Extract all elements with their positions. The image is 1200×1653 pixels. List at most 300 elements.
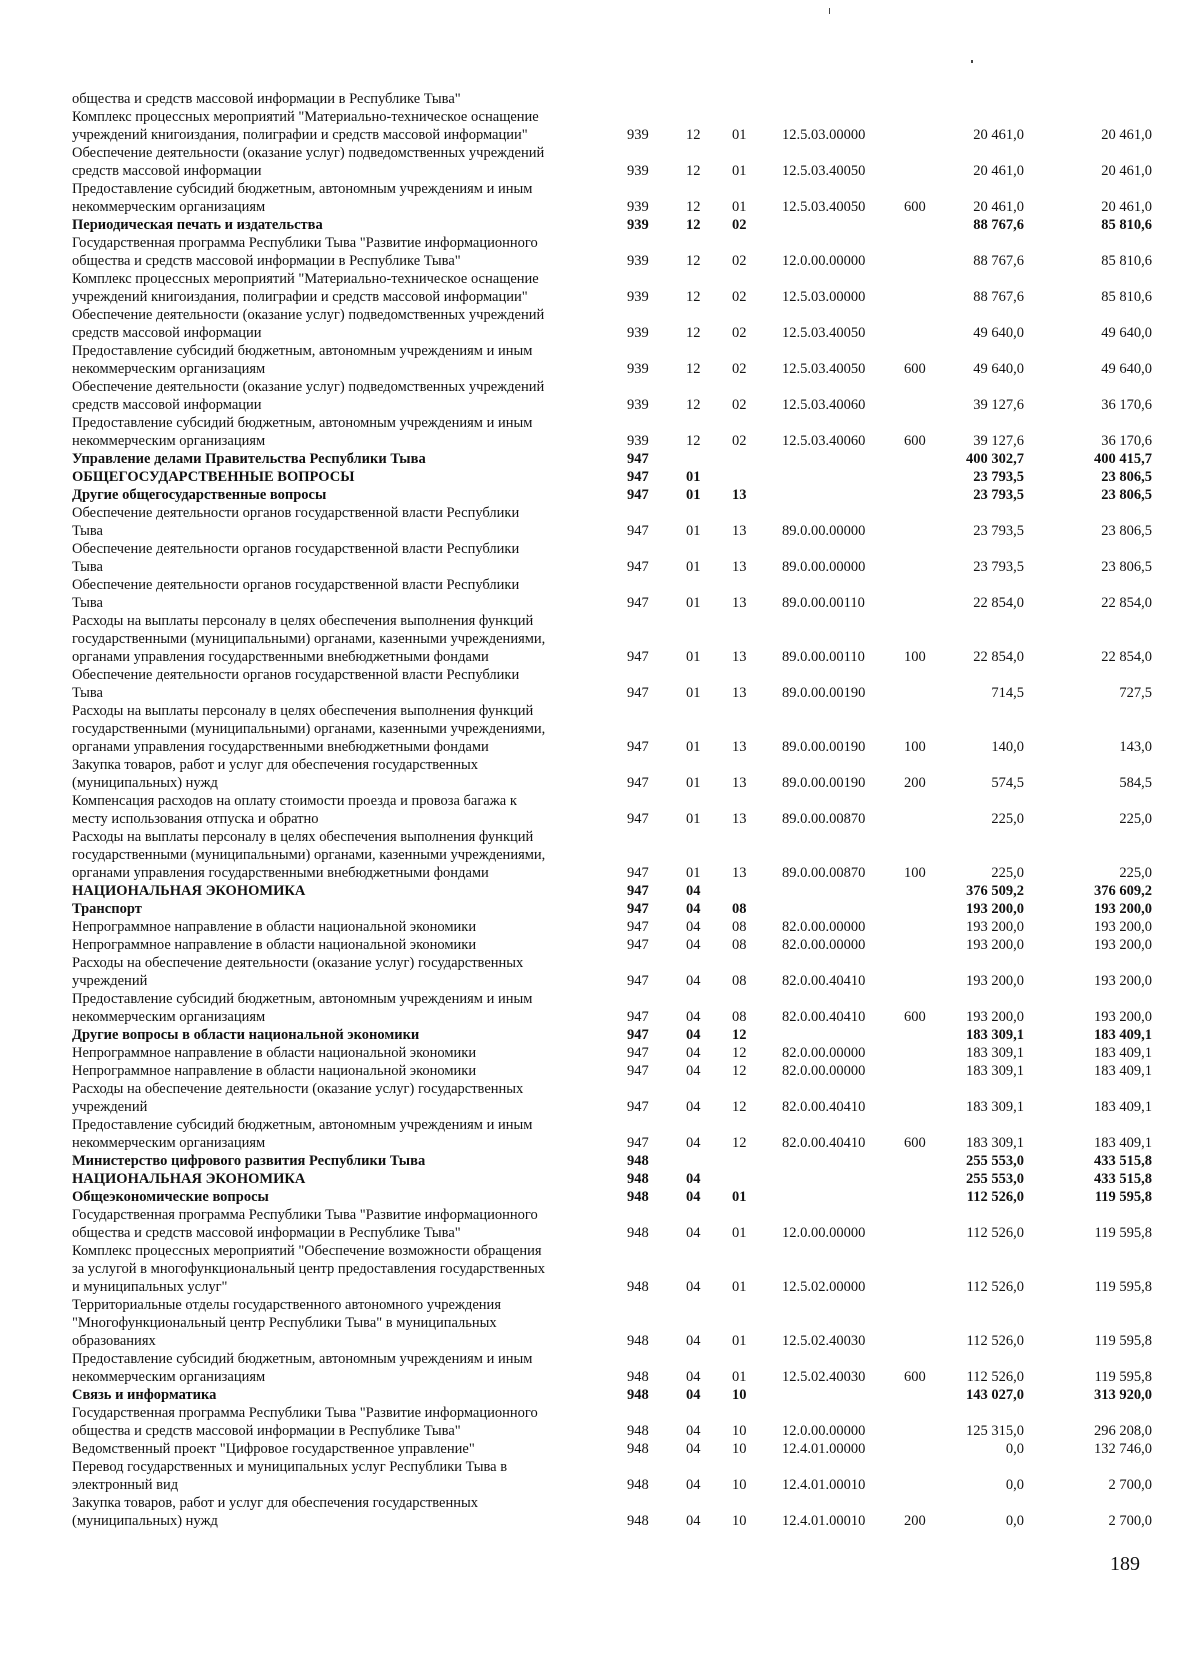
section-code: 12 xyxy=(686,253,701,269)
row-name: общества и средств массовой информации в Республике Тыва" xyxy=(72,91,461,107)
target-article-code: 89.0.00.00110 xyxy=(782,649,865,665)
target-article-code: 89.0.00.00870 xyxy=(782,811,866,827)
target-article-code: 12.5.03.40050 xyxy=(782,325,866,341)
grbs-code: 948 xyxy=(627,1279,649,1295)
target-article-code: 89.0.00.00190 xyxy=(782,739,866,755)
table-row xyxy=(72,180,1172,216)
grbs-code: 947 xyxy=(627,883,649,899)
amount-year-1: 23 793,5 xyxy=(973,469,1024,485)
amount-year-2: 119 595,8 xyxy=(1094,1369,1152,1385)
table-row xyxy=(72,1296,1172,1350)
grbs-code: 939 xyxy=(627,397,649,413)
section-code: 04 xyxy=(686,1045,701,1061)
table-row xyxy=(72,1116,1172,1152)
subsection-code: 10 xyxy=(732,1423,747,1439)
grbs-code: 947 xyxy=(627,937,649,953)
row-name: Расходы на выплаты персоналу в целях обеспечения выполнения функций государственными (муниципальными) органами, казенными учреждениями, органами управления государственными внебюджетными фондами xyxy=(72,703,546,755)
table-row xyxy=(72,1206,1172,1242)
row-name: Комплекс процессных мероприятий "Обеспечение возможности обращения за услугой в многофункциональный центр предоставления государственных и муниципальных услуг" xyxy=(72,1243,546,1295)
target-article-code: 89.0.00.00000 xyxy=(782,559,866,575)
amount-year-1: 143 027,0 xyxy=(966,1387,1024,1403)
row-name: Предоставление субсидий бюджетным, автономным учреждениям и иным некоммерческим организациям xyxy=(72,1117,533,1151)
subsection-code: 10 xyxy=(732,1441,747,1457)
grbs-code: 948 xyxy=(627,1189,649,1205)
target-article-code: 12.5.03.40060 xyxy=(782,397,866,413)
row-name: Расходы на выплаты персоналу в целях обеспечения выполнения функций государственными (муниципальными) органами, казенными учреждениями, органами управления государственными внебюджетными фондами xyxy=(72,829,546,881)
target-article-code: 12.0.00.00000 xyxy=(782,1423,866,1439)
amount-year-2: 85 810,6 xyxy=(1101,253,1152,269)
row-name: Обеспечение деятельности органов государственной власти Республики Тыва xyxy=(72,577,520,611)
target-article-code: 82.0.00.00000 xyxy=(782,919,866,935)
section-code: 01 xyxy=(686,469,701,485)
grbs-code: 947 xyxy=(627,1009,649,1025)
section-code: 04 xyxy=(686,1369,701,1385)
row-name: Обеспечение деятельности органов государственной власти Республики Тыва xyxy=(72,667,520,701)
subsection-code: 08 xyxy=(732,937,747,953)
row-name: НАЦИОНАЛЬНАЯ ЭКОНОМИКА xyxy=(72,883,306,899)
section-code: 01 xyxy=(686,811,701,827)
subsection-code: 02 xyxy=(732,433,747,449)
amount-year-1: 23 793,5 xyxy=(973,559,1024,575)
table-row xyxy=(72,468,1172,486)
subsection-code: 13 xyxy=(732,487,747,503)
amount-year-1: 23 793,5 xyxy=(973,523,1024,539)
section-code: 01 xyxy=(686,685,701,701)
section-code: 04 xyxy=(686,1135,701,1151)
grbs-code: 947 xyxy=(627,811,649,827)
table-row xyxy=(72,882,1172,900)
section-code: 12 xyxy=(686,163,701,179)
row-name: Предоставление субсидий бюджетным, автономным учреждениям и иным некоммерческим организациям xyxy=(72,991,533,1025)
row-name: Другие вопросы в области национальной экономики xyxy=(72,1027,420,1043)
row-name: Ведомственный проект "Цифровое государственное управление" xyxy=(72,1441,475,1457)
amount-year-1: 255 553,0 xyxy=(966,1171,1024,1187)
table-row xyxy=(72,1458,1172,1494)
table-row xyxy=(72,990,1172,1026)
table-row xyxy=(72,144,1172,180)
amount-year-1: 183 309,1 xyxy=(966,1063,1024,1079)
subsection-code: 01 xyxy=(732,1369,747,1385)
section-code: 04 xyxy=(686,937,701,953)
amount-year-2: 727,5 xyxy=(1119,685,1152,701)
amount-year-2: 143,0 xyxy=(1119,739,1152,755)
grbs-code: 947 xyxy=(627,1027,649,1043)
table-row xyxy=(72,1170,1172,1188)
amount-year-2: 183 409,1 xyxy=(1094,1045,1152,1061)
grbs-code: 947 xyxy=(627,775,649,791)
section-code: 04 xyxy=(686,1477,701,1493)
table-row xyxy=(72,1026,1172,1044)
table-row xyxy=(72,1440,1172,1458)
expense-type-code: 600 xyxy=(904,361,926,377)
table-row xyxy=(72,270,1172,306)
table-row xyxy=(72,450,1172,468)
row-name: Предоставление субсидий бюджетным, автономным учреждениям и иным некоммерческим организациям xyxy=(72,181,533,215)
expense-type-code: 200 xyxy=(904,1513,926,1529)
row-name: Общеэкономические вопросы xyxy=(72,1189,269,1205)
amount-year-1: 193 200,0 xyxy=(966,901,1024,917)
amount-year-1: 22 854,0 xyxy=(973,649,1024,665)
row-name: Расходы на обеспечение деятельности (оказание услуг) государственных учреждений xyxy=(72,1081,524,1115)
section-code: 04 xyxy=(686,883,701,899)
row-name: ОБЩЕГОСУДАРСТВЕННЫЕ ВОПРОСЫ xyxy=(72,469,355,485)
subsection-code: 01 xyxy=(732,127,747,143)
subsection-code: 12 xyxy=(732,1063,747,1079)
target-article-code: 82.0.00.40410 xyxy=(782,1135,866,1151)
budget-table xyxy=(72,90,1172,1530)
table-row xyxy=(72,1080,1172,1116)
expense-type-code: 100 xyxy=(904,739,926,755)
amount-year-1: 0,0 xyxy=(1005,1441,1024,1457)
amount-year-1: 112 526,0 xyxy=(966,1189,1024,1205)
target-article-code: 89.0.00.00110 xyxy=(782,595,865,611)
grbs-code: 947 xyxy=(627,595,649,611)
target-article-code: 12.5.03.40050 xyxy=(782,361,866,377)
amount-year-2: 584,5 xyxy=(1119,775,1152,791)
section-code: 04 xyxy=(686,901,701,917)
grbs-code: 948 xyxy=(627,1171,649,1187)
section-code: 12 xyxy=(686,397,701,413)
section-code: 04 xyxy=(686,1423,701,1439)
grbs-code: 947 xyxy=(627,973,649,989)
grbs-code: 948 xyxy=(627,1153,649,1169)
target-article-code: 12.5.03.40050 xyxy=(782,199,866,215)
table-row xyxy=(72,828,1172,882)
section-code: 01 xyxy=(686,775,701,791)
amount-year-2: 225,0 xyxy=(1119,865,1152,881)
section-code: 04 xyxy=(686,1225,701,1241)
grbs-code: 947 xyxy=(627,487,649,503)
table-row xyxy=(72,306,1172,342)
amount-year-2: 85 810,6 xyxy=(1101,217,1152,233)
table-row xyxy=(72,756,1172,792)
section-code: 01 xyxy=(686,865,701,881)
amount-year-2: 400 415,7 xyxy=(1094,451,1152,467)
grbs-code: 947 xyxy=(627,1135,649,1151)
expense-type-code: 200 xyxy=(904,775,926,791)
section-code: 01 xyxy=(686,523,701,539)
amount-year-1: 20 461,0 xyxy=(973,163,1024,179)
subsection-code: 08 xyxy=(732,973,747,989)
section-code: 04 xyxy=(686,1171,701,1187)
table-row xyxy=(72,1350,1172,1386)
amount-year-2: 22 854,0 xyxy=(1101,595,1152,611)
amount-year-1: 22 854,0 xyxy=(973,595,1024,611)
amount-year-2: 193 200,0 xyxy=(1094,1009,1152,1025)
section-code: 04 xyxy=(686,1063,701,1079)
subsection-code: 08 xyxy=(732,1009,747,1025)
grbs-code: 947 xyxy=(627,649,649,665)
row-name: Непрограммное направление в области национальной экономики xyxy=(72,937,477,953)
grbs-code: 939 xyxy=(627,199,649,215)
section-code: 04 xyxy=(686,1333,701,1349)
section-code: 04 xyxy=(686,1027,701,1043)
table-row xyxy=(72,540,1172,576)
row-name: Связь и информатика xyxy=(72,1387,217,1403)
grbs-code: 947 xyxy=(627,523,649,539)
subsection-code: 02 xyxy=(732,325,747,341)
row-name: Комплекс процессных мероприятий "Материально-техническое оснащение учреждений книгоиздания, полиграфии и средств массовой информации" xyxy=(72,109,539,143)
row-name: Непрограммное направление в области национальной экономики xyxy=(72,1063,477,1079)
row-name: Периодическая печать и издательства xyxy=(72,217,323,233)
amount-year-1: 225,0 xyxy=(991,811,1024,827)
target-article-code: 82.0.00.40410 xyxy=(782,1099,866,1115)
scan-speck xyxy=(829,8,830,14)
subsection-code: 02 xyxy=(732,289,747,305)
amount-year-2: 119 595,8 xyxy=(1094,1333,1152,1349)
target-article-code: 12.4.01.00010 xyxy=(782,1513,866,1529)
amount-year-2: 183 409,1 xyxy=(1094,1135,1152,1151)
amount-year-2: 132 746,0 xyxy=(1094,1441,1152,1457)
amount-year-2: 20 461,0 xyxy=(1101,199,1152,215)
amount-year-1: 49 640,0 xyxy=(973,325,1024,341)
amount-year-2: 183 409,1 xyxy=(1094,1063,1152,1079)
amount-year-1: 225,0 xyxy=(991,865,1024,881)
page-number: 189 xyxy=(1110,1553,1140,1575)
subsection-code: 13 xyxy=(732,559,747,575)
section-code: 04 xyxy=(686,1387,701,1403)
amount-year-1: 112 526,0 xyxy=(966,1225,1024,1241)
subsection-code: 08 xyxy=(732,901,747,917)
row-name: Государственная программа Республики Тыва "Развитие информационного общества и средств массовой информации в Республике Тыва" xyxy=(72,1405,538,1439)
amount-year-1: 23 793,5 xyxy=(973,487,1024,503)
row-name: Управление делами Правительства Республики Тыва xyxy=(72,451,426,467)
subsection-code: 12 xyxy=(732,1045,747,1061)
amount-year-1: 193 200,0 xyxy=(966,919,1024,935)
amount-year-1: 714,5 xyxy=(991,685,1024,701)
expense-type-code: 100 xyxy=(904,649,926,665)
grbs-code: 948 xyxy=(627,1477,649,1493)
grbs-code: 947 xyxy=(627,1045,649,1061)
row-name: Закупка товаров, работ и услуг для обеспечения государственных (муниципальных) нужд xyxy=(72,757,479,791)
row-name: Обеспечение деятельности (оказание услуг) подведомственных учреждений средств массовой информации xyxy=(72,145,545,179)
amount-year-1: 193 200,0 xyxy=(966,973,1024,989)
target-article-code: 12.5.02.40030 xyxy=(782,1369,866,1385)
amount-year-2: 22 854,0 xyxy=(1101,649,1152,665)
subsection-code: 12 xyxy=(732,1027,747,1043)
table-row xyxy=(72,1062,1172,1080)
grbs-code: 947 xyxy=(627,1063,649,1079)
target-article-code: 12.5.02.40030 xyxy=(782,1333,866,1349)
row-name: Государственная программа Республики Тыва "Развитие информационного общества и средств массовой информации в Республике Тыва" xyxy=(72,235,538,269)
table-row xyxy=(72,1242,1172,1296)
subsection-code: 02 xyxy=(732,253,747,269)
table-row xyxy=(72,954,1172,990)
table-row xyxy=(72,1494,1172,1530)
row-name: Предоставление субсидий бюджетным, автономным учреждениям и иным некоммерческим организациям xyxy=(72,343,533,377)
grbs-code: 948 xyxy=(627,1333,649,1349)
amount-year-2: 20 461,0 xyxy=(1101,127,1152,143)
row-name: Закупка товаров, работ и услуг для обеспечения государственных (муниципальных) нужд xyxy=(72,1495,479,1529)
section-code: 12 xyxy=(686,361,701,377)
amount-year-1: 20 461,0 xyxy=(973,199,1024,215)
section-code: 01 xyxy=(686,649,701,665)
subsection-code: 02 xyxy=(732,361,747,377)
grbs-code: 948 xyxy=(627,1423,649,1439)
target-article-code: 82.0.00.00000 xyxy=(782,1045,866,1061)
table-row xyxy=(72,1152,1172,1170)
subsection-code: 01 xyxy=(732,1189,747,1205)
section-code: 04 xyxy=(686,1099,701,1115)
target-article-code: 82.0.00.40410 xyxy=(782,1009,866,1025)
amount-year-1: 183 309,1 xyxy=(966,1135,1024,1151)
grbs-code: 947 xyxy=(627,559,649,575)
table-row xyxy=(72,666,1172,702)
row-name: Комплекс процессных мероприятий "Материально-техническое оснащение учреждений книгоиздания, полиграфии и средств массовой информации" xyxy=(72,271,539,305)
amount-year-2: 2 700,0 xyxy=(1108,1477,1152,1493)
amount-year-1: 193 200,0 xyxy=(966,1009,1024,1025)
row-name: Территориальные отделы государственного автономного учреждения "Многофункциональный центр Республики Тыва" в муниципальных образованиях xyxy=(72,1297,501,1349)
amount-year-1: 574,5 xyxy=(991,775,1024,791)
expense-type-code: 600 xyxy=(904,1135,926,1151)
grbs-code: 948 xyxy=(627,1369,649,1385)
amount-year-1: 0,0 xyxy=(1005,1513,1024,1529)
table-row xyxy=(72,1044,1172,1062)
row-name: НАЦИОНАЛЬНАЯ ЭКОНОМИКА xyxy=(72,1171,306,1187)
amount-year-1: 125 315,0 xyxy=(966,1423,1024,1439)
grbs-code: 947 xyxy=(627,685,649,701)
grbs-code: 939 xyxy=(627,163,649,179)
grbs-code: 947 xyxy=(627,451,649,467)
amount-year-2: 183 409,1 xyxy=(1094,1027,1152,1043)
subsection-code: 13 xyxy=(732,739,747,755)
row-name: Предоставление субсидий бюджетным, автономным учреждениям и иным некоммерческим организациям xyxy=(72,1351,533,1385)
grbs-code: 947 xyxy=(627,1099,649,1115)
subsection-code: 13 xyxy=(732,775,747,791)
section-code: 12 xyxy=(686,325,701,341)
row-name: Другие общегосударственные вопросы xyxy=(72,487,327,503)
amount-year-2: 433 515,8 xyxy=(1094,1171,1152,1187)
amount-year-2: 23 806,5 xyxy=(1101,523,1152,539)
subsection-code: 12 xyxy=(732,1135,747,1151)
amount-year-2: 23 806,5 xyxy=(1101,469,1152,485)
subsection-code: 02 xyxy=(732,217,747,233)
target-article-code: 12.0.00.00000 xyxy=(782,1225,866,1241)
section-code: 04 xyxy=(686,1441,701,1457)
row-name: Непрограммное направление в области национальной экономики xyxy=(72,1045,477,1061)
subsection-code: 02 xyxy=(732,397,747,413)
target-article-code: 89.0.00.00000 xyxy=(782,523,866,539)
row-name: Обеспечение деятельности органов государственной власти Республики Тыва xyxy=(72,505,520,539)
table-row xyxy=(72,702,1172,756)
table-row xyxy=(72,612,1172,666)
amount-year-2: 49 640,0 xyxy=(1101,361,1152,377)
grbs-code: 939 xyxy=(627,289,649,305)
grbs-code: 947 xyxy=(627,901,649,917)
table-row xyxy=(72,378,1172,414)
expense-type-code: 600 xyxy=(904,433,926,449)
row-name: Перевод государственных и муниципальных услуг Республики Тыва в электронный вид xyxy=(72,1459,508,1493)
amount-year-2: 119 595,8 xyxy=(1094,1225,1152,1241)
amount-year-2: 433 515,8 xyxy=(1094,1153,1152,1169)
section-code: 01 xyxy=(686,739,701,755)
target-article-code: 82.0.00.40410 xyxy=(782,973,866,989)
amount-year-1: 88 767,6 xyxy=(973,253,1024,269)
section-code: 12 xyxy=(686,289,701,305)
target-article-code: 12.5.02.00000 xyxy=(782,1279,866,1295)
target-article-code: 89.0.00.00870 xyxy=(782,865,866,881)
section-code: 04 xyxy=(686,1009,701,1025)
amount-year-1: 88 767,6 xyxy=(973,289,1024,305)
table-row xyxy=(72,1404,1172,1440)
subsection-code: 01 xyxy=(732,1225,747,1241)
section-code: 04 xyxy=(686,919,701,935)
amount-year-2: 49 640,0 xyxy=(1101,325,1152,341)
amount-year-2: 23 806,5 xyxy=(1101,487,1152,503)
amount-year-2: 85 810,6 xyxy=(1101,289,1152,305)
subsection-code: 13 xyxy=(732,811,747,827)
row-name: Расходы на выплаты персоналу в целях обеспечения выполнения функций государственными (муниципальными) органами, казенными учреждениями, органами управления государственными внебюджетными фондами xyxy=(72,613,546,665)
target-article-code: 12.4.01.00010 xyxy=(782,1477,866,1493)
table-row xyxy=(72,918,1172,936)
grbs-code: 947 xyxy=(627,919,649,935)
subsection-code: 12 xyxy=(732,1099,747,1115)
amount-year-2: 119 595,8 xyxy=(1094,1279,1152,1295)
amount-year-1: 193 200,0 xyxy=(966,937,1024,953)
amount-year-1: 183 309,1 xyxy=(966,1027,1024,1043)
grbs-code: 939 xyxy=(627,433,649,449)
target-article-code: 12.5.03.40060 xyxy=(782,433,866,449)
table-row xyxy=(72,1188,1172,1206)
target-article-code: 12.5.03.00000 xyxy=(782,127,866,143)
grbs-code: 948 xyxy=(627,1513,649,1529)
amount-year-1: 183 309,1 xyxy=(966,1099,1024,1115)
section-code: 04 xyxy=(686,1513,701,1529)
amount-year-2: 20 461,0 xyxy=(1101,163,1152,179)
grbs-code: 948 xyxy=(627,1225,649,1241)
row-name: Компенсация расходов на оплату стоимости проезда и провоза багажа к месту использования отпуска и обратно xyxy=(72,793,517,827)
amount-year-1: 112 526,0 xyxy=(966,1279,1024,1295)
amount-year-1: 255 553,0 xyxy=(966,1153,1024,1169)
target-article-code: 89.0.00.00190 xyxy=(782,685,866,701)
amount-year-2: 183 409,1 xyxy=(1094,1099,1152,1115)
grbs-code: 947 xyxy=(627,739,649,755)
amount-year-1: 88 767,6 xyxy=(973,217,1024,233)
table-row xyxy=(72,90,1172,108)
grbs-code: 947 xyxy=(627,865,649,881)
table-row xyxy=(72,936,1172,954)
section-code: 01 xyxy=(686,559,701,575)
section-code: 12 xyxy=(686,199,701,215)
subsection-code: 10 xyxy=(732,1387,747,1403)
amount-year-1: 0,0 xyxy=(1005,1477,1024,1493)
section-code: 04 xyxy=(686,1189,701,1205)
target-article-code: 12.0.00.00000 xyxy=(782,253,866,269)
table-row xyxy=(72,1386,1172,1404)
section-code: 12 xyxy=(686,217,701,233)
table-row xyxy=(72,216,1172,234)
table-row xyxy=(72,486,1172,504)
amount-year-1: 112 526,0 xyxy=(966,1369,1024,1385)
subsection-code: 13 xyxy=(732,595,747,611)
row-name: Непрограммное направление в области национальной экономики xyxy=(72,919,477,935)
table-row xyxy=(72,108,1172,144)
subsection-code: 10 xyxy=(732,1477,747,1493)
subsection-code: 01 xyxy=(732,163,747,179)
row-name: Предоставление субсидий бюджетным, автономным учреждениям и иным некоммерческим организациям xyxy=(72,415,533,449)
amount-year-1: 39 127,6 xyxy=(973,433,1024,449)
row-name: Обеспечение деятельности (оказание услуг) подведомственных учреждений средств массовой информации xyxy=(72,379,545,413)
target-article-code: 82.0.00.00000 xyxy=(782,937,866,953)
target-article-code: 12.4.01.00000 xyxy=(782,1441,866,1457)
amount-year-2: 36 170,6 xyxy=(1101,433,1152,449)
amount-year-2: 193 200,0 xyxy=(1094,919,1152,935)
amount-year-1: 39 127,6 xyxy=(973,397,1024,413)
amount-year-1: 400 302,7 xyxy=(966,451,1024,467)
grbs-code: 948 xyxy=(627,1387,649,1403)
expense-type-code: 100 xyxy=(904,865,926,881)
section-code: 04 xyxy=(686,1279,701,1295)
